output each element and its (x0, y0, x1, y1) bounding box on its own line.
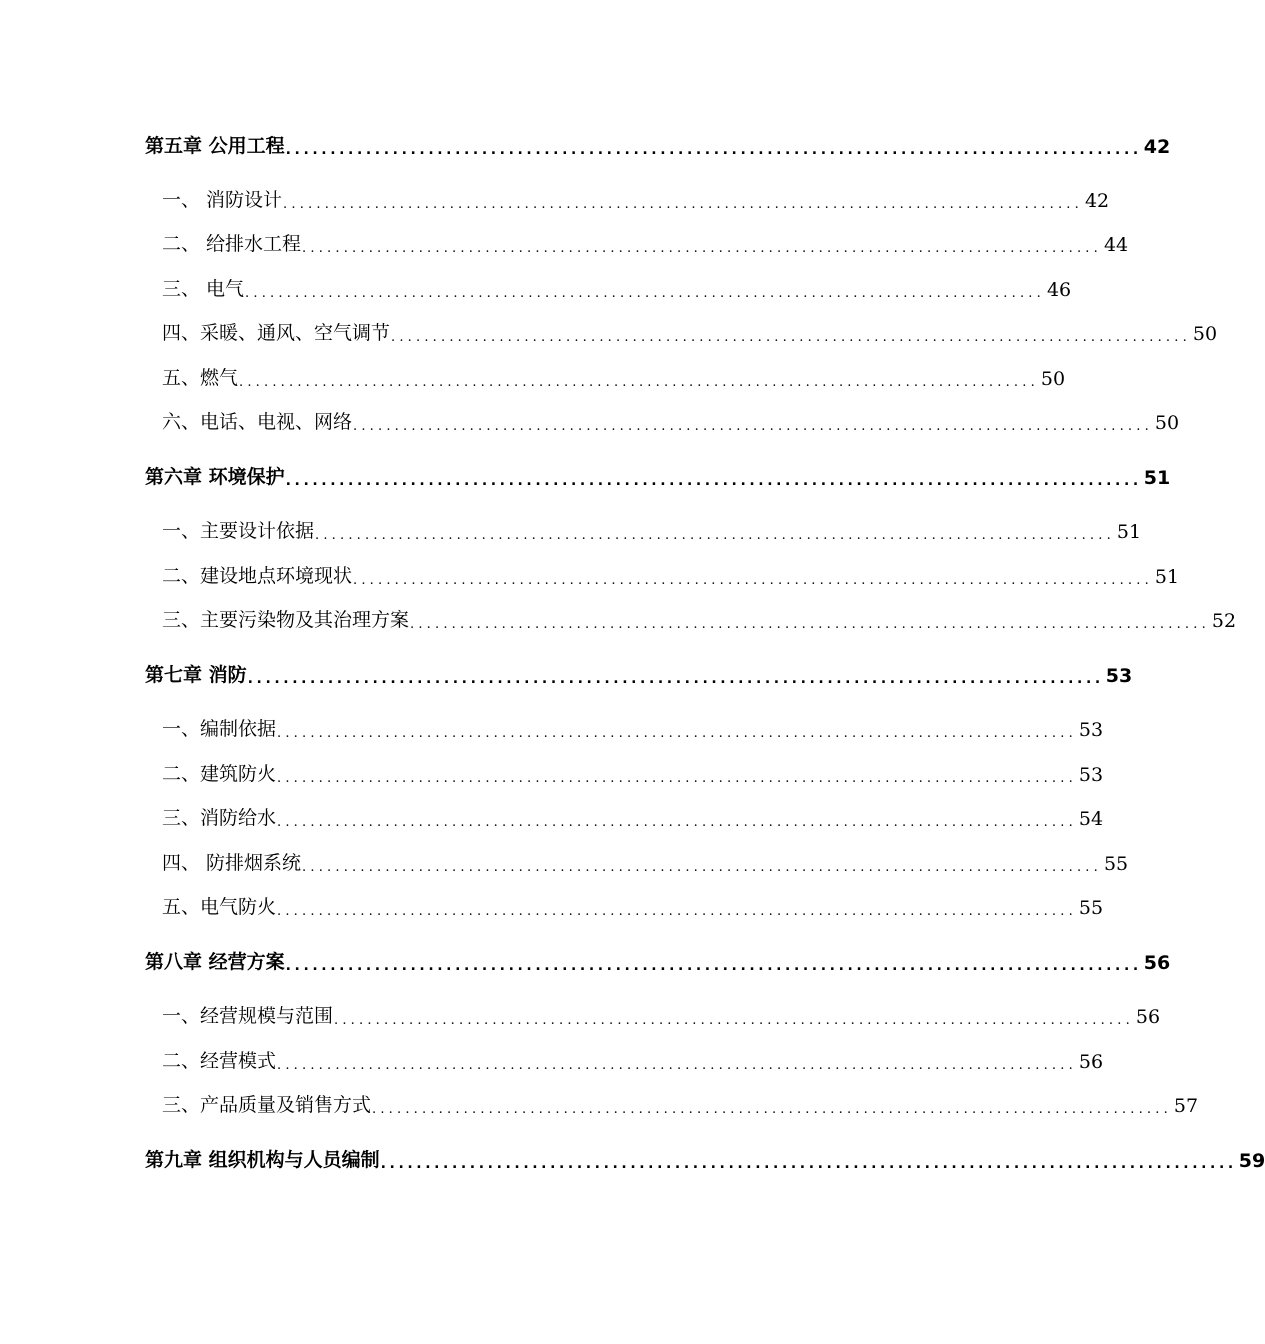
toc-entry-section[interactable] (145, 513, 1142, 543)
toc-entry-title: 三、产品质量及销售方式 (145, 1090, 372, 1117)
toc-entry-title: 一、 消防设计 (145, 185, 283, 212)
toc-entry-title: 四、采暖、通风、空气调节 (145, 318, 391, 345)
dot-leader: ................................................................................................ (277, 904, 1077, 919)
toc-entry-page: 50 (1040, 368, 1066, 390)
toc-entry-title: 第八章 经营方案 (145, 947, 286, 974)
dot-leader: ................................................................................................ (353, 419, 1153, 434)
dot-leader: ................................................................................................ (283, 197, 1083, 212)
dot-leader: ................................................................................................ (247, 671, 1104, 687)
dot-leader: ................................................................................................ (315, 528, 1115, 543)
toc-entry-title: 第五章 公用工程 (145, 131, 286, 158)
toc-entry-title: 二、建设地点环境现状 (145, 561, 353, 588)
toc-entry-section[interactable] (145, 889, 1104, 919)
toc-entry-title: 二、经营模式 (145, 1046, 277, 1073)
toc-entry-chapter-7[interactable] (145, 657, 1133, 687)
toc-entry-page: 56 (1143, 952, 1171, 974)
toc-entry-page: 53 (1078, 764, 1104, 786)
toc-entry-section[interactable] (145, 360, 1066, 390)
toc-entry-title: 二、建筑防火 (145, 759, 277, 786)
toc-entry-page: 50 (1192, 323, 1218, 345)
toc-entry-page: 59 (1238, 1150, 1265, 1172)
toc-entry-page: 42 (1084, 190, 1110, 212)
dot-leader: ................................................................................................ (285, 142, 1142, 158)
toc-entry-title: 三、消防给水 (145, 803, 277, 830)
toc-entry-page: 54 (1078, 808, 1104, 830)
toc-entry-title: 五、电气防火 (145, 892, 277, 919)
toc-entry-page: 56 (1078, 1051, 1104, 1073)
toc-entry-title: 六、电话、电视、网络 (145, 407, 353, 434)
toc-entry-title: 第七章 消防 (145, 660, 248, 687)
toc-entry-section[interactable] (145, 711, 1104, 741)
dot-leader: ................................................................................................ (285, 958, 1142, 974)
toc-entry-page: 52 (1211, 610, 1237, 632)
toc-entry-title: 四、 防排烟系统 (145, 848, 302, 875)
dot-leader: ................................................................................................ (380, 1156, 1237, 1172)
toc-entry-page: 51 (1154, 566, 1180, 588)
toc-entry-page: 51 (1116, 521, 1142, 543)
toc-entry-title: 第九章 组织机构与人员编制 (145, 1145, 381, 1172)
dot-leader: ................................................................................................ (334, 1013, 1134, 1028)
toc-entry-page: 50 (1154, 412, 1180, 434)
dot-leader: ................................................................................................ (410, 617, 1210, 632)
toc-entry-section[interactable] (145, 271, 1072, 301)
dot-leader: ................................................................................................ (285, 473, 1142, 489)
toc-entry-section[interactable] (145, 182, 1110, 212)
toc-entry-section[interactable] (145, 756, 1104, 786)
toc-entry-title: 三、主要污染物及其治理方案 (145, 605, 410, 632)
toc-entry-chapter-6[interactable] (145, 459, 1171, 489)
toc-entry-title: 一、主要设计依据 (145, 516, 315, 543)
toc-entry-section[interactable] (145, 226, 1129, 256)
toc-entry-page: 44 (1103, 234, 1129, 256)
toc-entry-page: 53 (1078, 719, 1104, 741)
toc-entry-page: 56 (1135, 1006, 1161, 1028)
toc-entry-chapter-9[interactable] (145, 1142, 1265, 1172)
dot-leader: ................................................................................................ (277, 1058, 1077, 1073)
dot-leader: ................................................................................................ (245, 286, 1045, 301)
dot-leader: ................................................................................................ (391, 330, 1191, 345)
toc-entry-page: 42 (1143, 136, 1171, 158)
dot-leader: ................................................................................................ (302, 241, 1102, 256)
dot-leader: ................................................................................................ (239, 375, 1039, 390)
toc-entry-page: 55 (1103, 853, 1129, 875)
toc-entry-page: 51 (1143, 467, 1171, 489)
dot-leader: ................................................................................................ (353, 573, 1153, 588)
toc-entry-title: 一、编制依据 (145, 714, 277, 741)
dot-leader: ................................................................................................ (277, 815, 1077, 830)
toc-entry-section[interactable] (145, 602, 1237, 632)
toc-entry-section[interactable] (145, 558, 1180, 588)
toc-entry-section[interactable] (145, 315, 1218, 345)
toc-entry-page: 46 (1046, 279, 1072, 301)
toc-entry-section[interactable] (145, 1043, 1104, 1073)
toc-entry-title: 五、燃气 (145, 363, 239, 390)
toc-entry-section[interactable] (145, 1087, 1199, 1117)
toc-entry-section[interactable] (145, 845, 1129, 875)
dot-leader: ................................................................................................ (302, 860, 1102, 875)
toc-entry-chapter-5[interactable] (145, 128, 1171, 158)
toc-entry-section[interactable] (145, 998, 1161, 1028)
toc-entry-title: 一、经营规模与范围 (145, 1001, 334, 1028)
toc-entry-page: 55 (1078, 897, 1104, 919)
toc-entry-title: 二、 给排水工程 (145, 229, 302, 256)
toc-entry-chapter-8[interactable] (145, 944, 1171, 974)
toc-entry-section[interactable] (145, 404, 1180, 434)
toc-entry-title: 第六章 环境保护 (145, 462, 286, 489)
toc-entry-page: 57 (1173, 1095, 1199, 1117)
dot-leader: ................................................................................................ (277, 726, 1077, 741)
toc-entry-page: 53 (1105, 665, 1133, 687)
toc-entry-section[interactable] (145, 800, 1104, 830)
dot-leader: ................................................................................................ (372, 1102, 1172, 1117)
dot-leader: ................................................................................................ (277, 771, 1077, 786)
toc-entry-title: 三、 电气 (145, 274, 245, 301)
